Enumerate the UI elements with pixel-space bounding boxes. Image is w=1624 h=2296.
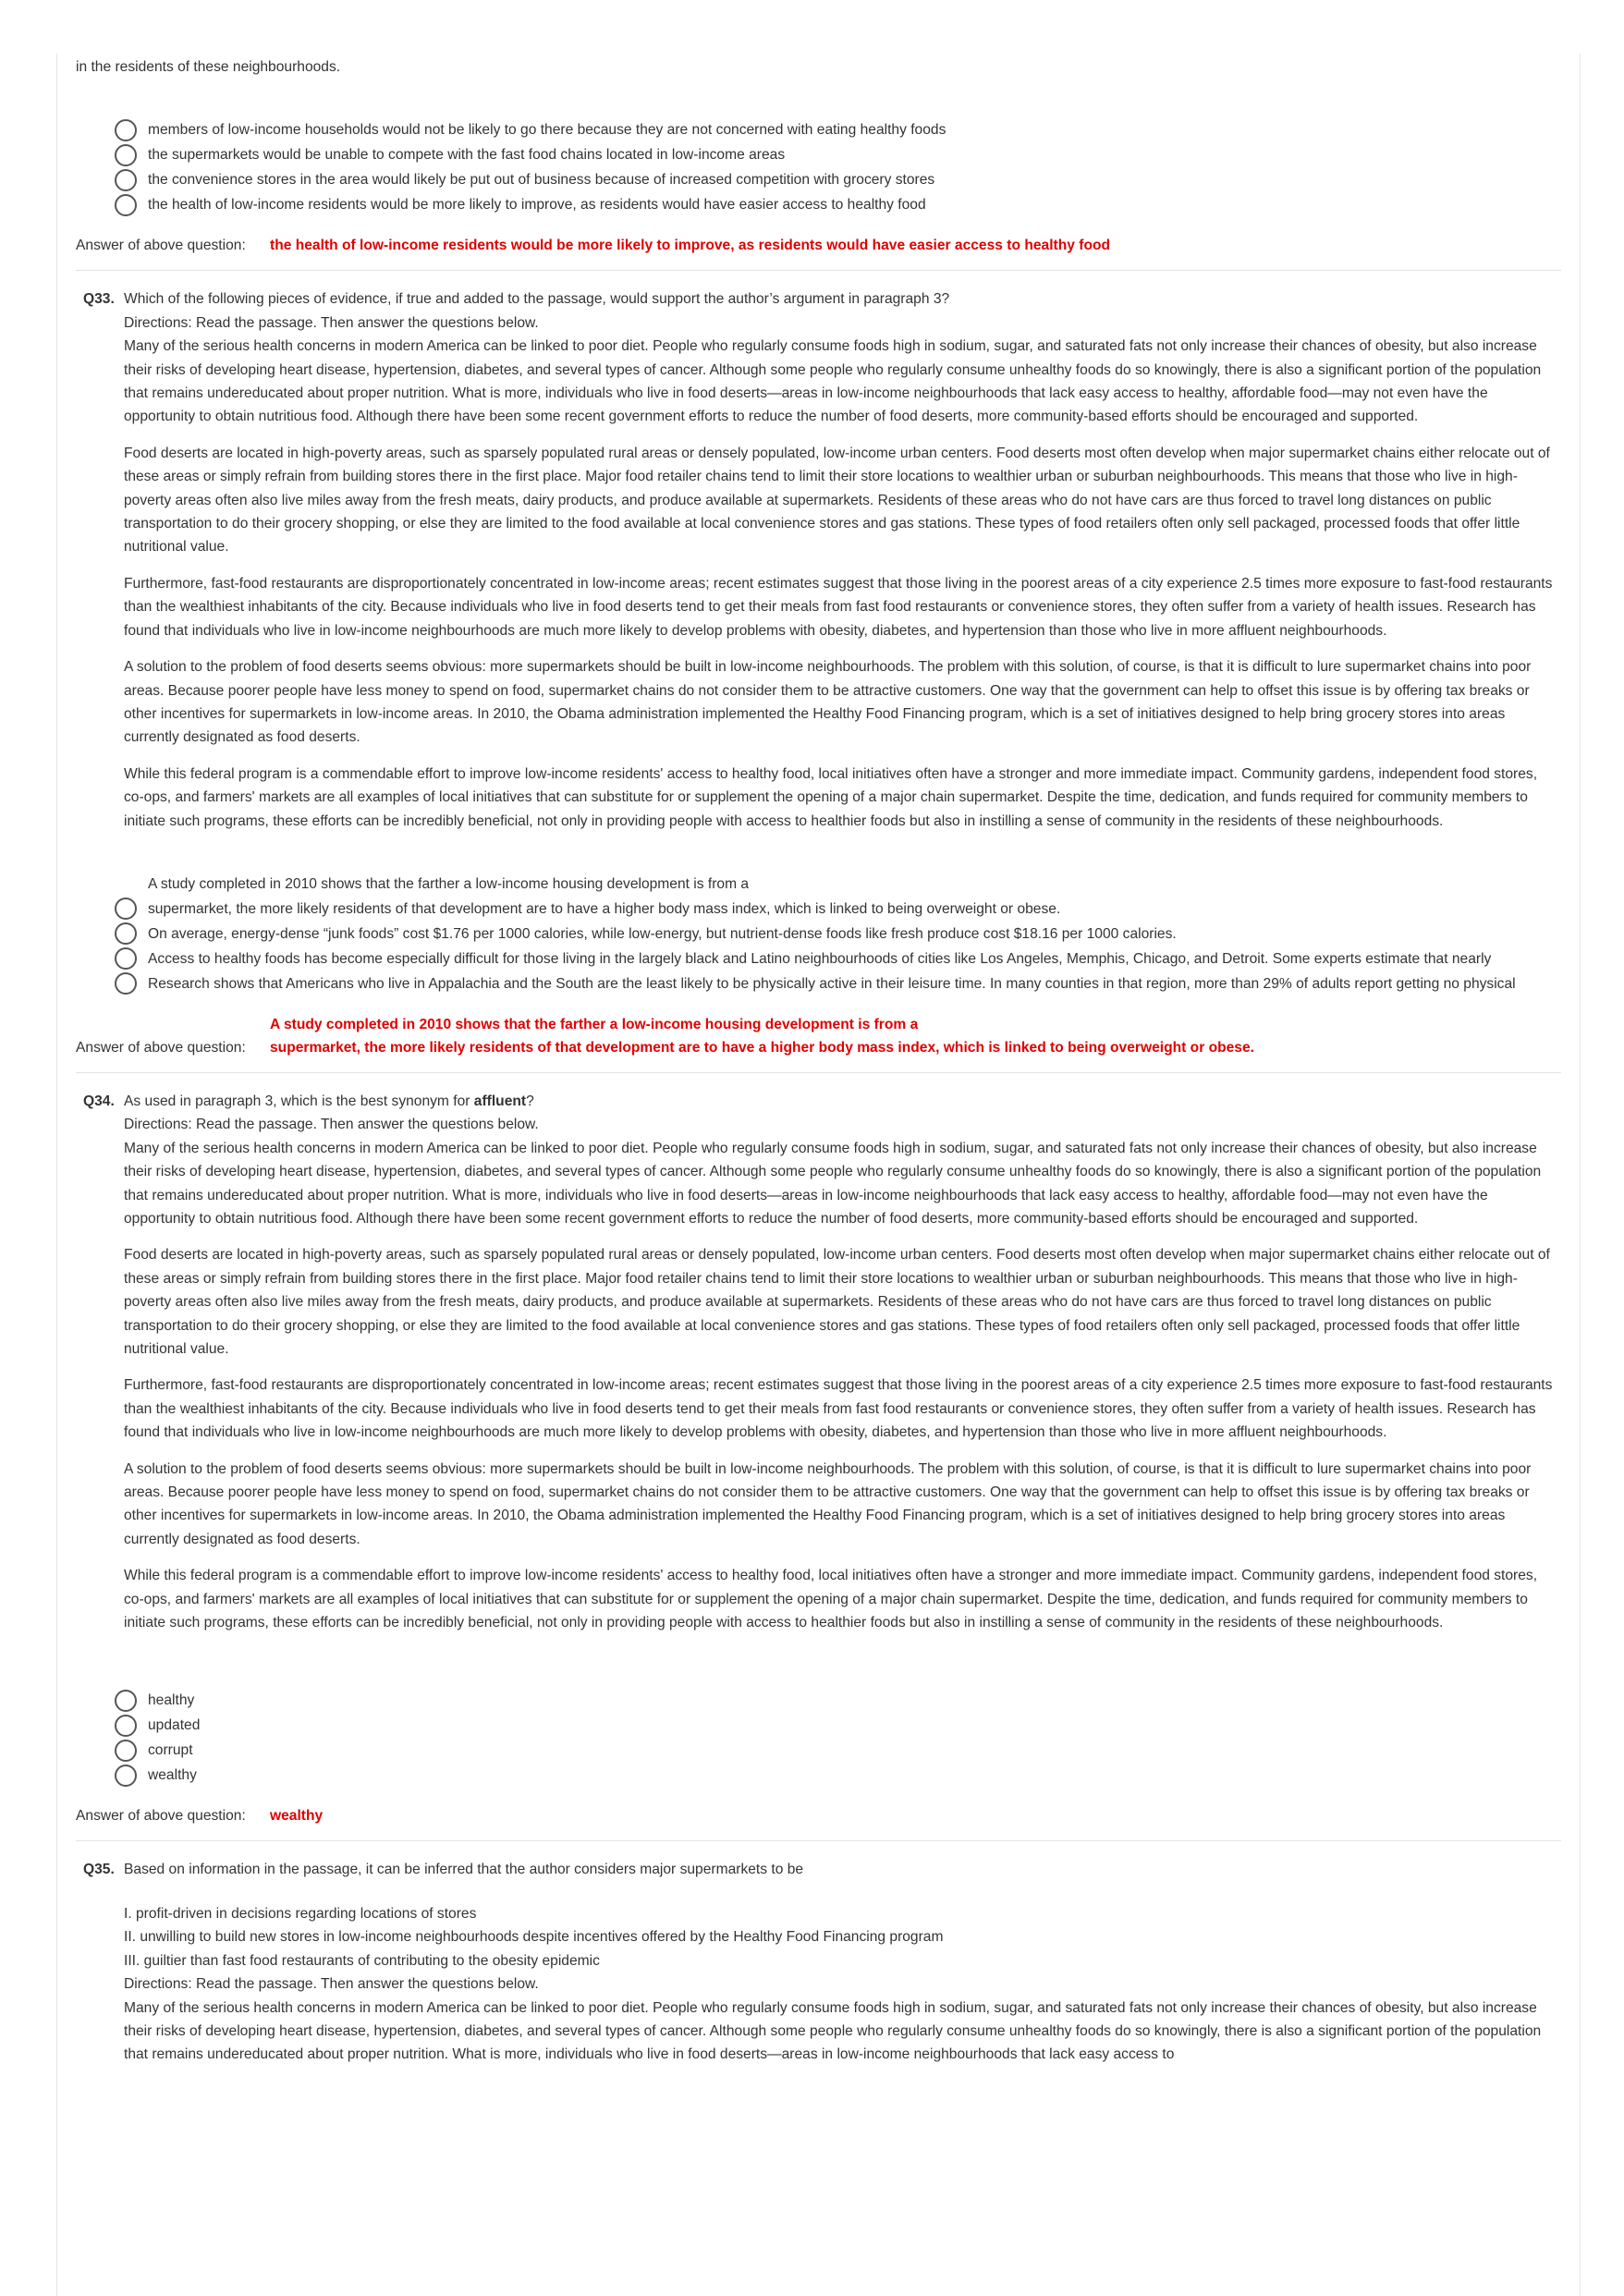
- question-number: Q33.: [83, 291, 115, 308]
- passage-paragraph-1: Many of the serious health concerns in modern America can be linked to poor diet. People who regularly consume foods high in sodium, sugar, and saturated fats not only increase their chances of obesity, but also increase their risks of developing heart disease, hypertension, diabetes, and several types of cancer. Although some people who regularly consume unhealthy foods do so knowingly, there is also a significant portion of the population that remains undereducated about proper nutrition. What is more, individuals who live in food deserts—areas in low-income neighbourhoods that lack easy access to healthy, affordable food—may not even have the opportunity to obtain nutritious food. Although there have been some recent government efforts to reduce the number of food deserts, more community-based efforts should be encouraged and supported.: [124, 1140, 1542, 1227]
- q33-option-c[interactable]: [115, 946, 1561, 971]
- q33-option-d[interactable]: [115, 971, 1561, 996]
- radio-button[interactable]: [115, 1690, 137, 1712]
- radio-button[interactable]: [115, 922, 137, 945]
- option-label: the convenience stores in the area would likely be put out of business because of increased competition with grocery stores: [148, 171, 935, 188]
- option-label: Research shows that Americans who live in Appalachia and the South are the least likely to be physically active in their leisure time. In many counties in that region, more than 29% of adults report getting no physical: [148, 975, 1516, 992]
- q33-option-b[interactable]: [115, 922, 1561, 946]
- option-label: Access to healthy foods has become especially difficult for those living in the largely black and Latino neighbourhoods of cities like Los Angeles, Memphis, Chicago, and Detroit. Some experts estimate that nearly: [148, 950, 1492, 967]
- q34-options: [115, 1688, 1561, 1788]
- radio-button[interactable]: [115, 947, 137, 970]
- q32-option-a[interactable]: [115, 117, 1561, 142]
- question-34: [76, 1090, 1561, 1828]
- passage-paragraph-3: Furthermore, fast-food restaurants are disproportionately concentrated in low-income areas; recent estimates suggest that those living in the poorest areas of a city experience 2.5 times more exposure to fast-food restaurants than the wealthiest inhabitants of the city. Because individuals who live in food deserts tend to get their meals from fast food restaurants or convenience stores, they often suffer from a variety of health issues. Research has found that individuals who live in low-income neighbourhoods are much more likely to develop problems with obesity, diabetes, and hypertension than those who live in more affluent neighbourhoods.: [124, 575, 1553, 639]
- directions: Directions: Read the passage. Then answer the questions below.: [124, 314, 539, 331]
- question-prompt: Which of the following pieces of evidence, if true and added to the passage, would support the author’s argument in paragraph 3?: [124, 291, 950, 308]
- passage: [124, 1137, 1561, 1635]
- q34-option-c[interactable]: [115, 1738, 1561, 1763]
- q33-answer: [76, 1013, 1561, 1059]
- radio-button[interactable]: [115, 898, 137, 920]
- passage-paragraph-4: A solution to the problem of food deserts seems obvious: more supermarkets should be built in low-income neighbourhoods. The problem with this solution, of course, is that it is difficult to lure supermarket chains into poor areas. Because poorer people have less money to spend on food, supermarket chains do not consider them to be attractive customers. One way that the government can help to offset this issue is by offering tax breaks or other incentives for supermarkets in low-income areas. In 2010, the Obama administration implemented the Healthy Food Financing program, which is a set of initiatives designed to help bring grocery stores into areas currently designated as food deserts.: [124, 1460, 1532, 1547]
- question-number: Q34.: [83, 1093, 115, 1109]
- roman-statements: [124, 1902, 1561, 1972]
- q32-answer: [76, 234, 1561, 257]
- question-33: [76, 287, 1561, 1059]
- radio-button[interactable]: [115, 169, 137, 191]
- q33-option-a[interactable]: [115, 897, 1561, 922]
- divider: [76, 270, 1561, 271]
- passage-paragraph-5: While this federal program is a commendable effort to improve low-income residents' access to healthy food, local initiatives often have a stronger and more immediate impact. Community gardens, independent food stores, co-ops, and farmers' markets are all examples of local initiatives that can substitute for or supplement the opening of a major chain supermarket. Despite the time, dedication, and funds required for community members to initiate such programs, these efforts can be incredibly beneficial, not only in providing people with access to healthier foods but also in instilling a sense of community in the residents of these neighbourhoods.: [124, 765, 1538, 829]
- prompt-text: As used in paragraph 3, which is the best synonym for: [124, 1093, 474, 1109]
- question-32: [76, 55, 1561, 257]
- q34-option-b[interactable]: [115, 1713, 1561, 1738]
- answer-value: the health of low-income residents would be more likely to improve, as residents would have easier access to healthy food: [270, 238, 1111, 254]
- radio-button[interactable]: [115, 1765, 137, 1787]
- divider: [76, 1072, 1561, 1073]
- radio-button[interactable]: [115, 119, 137, 141]
- answer-label: Answer of above question:: [76, 1039, 246, 1056]
- q34-answer: [76, 1804, 1561, 1827]
- option-lead-text: A study completed in 2010 shows that the farther a low-income housing development is from a: [148, 875, 750, 892]
- question-35: [76, 1858, 1561, 2066]
- option-label: wealthy: [148, 1767, 197, 1784]
- radio-button[interactable]: [115, 1715, 137, 1737]
- passage-paragraph-2: Food deserts are located in high-poverty areas, such as sparsely populated rural areas or densely populated, low-income urban centers. Food deserts most often develop when major supermarket chains either relocate out of these areas or simply refrain from building stores there in the first place. Major food retailer chains tend to limit their store locations to wealthier urban or suburban neighbourhoods. This means that those who live in high-poverty areas often also live miles away from the fresh meats, dairy products, and produce available at supermarkets. Residents of these areas who do not have cars are thus forced to travel long distances on public transportation to do their grocery shopping, or else they are limited to the food available at local convenience stores and gas stations. These types of food retailers often only sell packaged, processed foods that offer little nutritional value.: [124, 1247, 1550, 1357]
- radio-button[interactable]: [115, 1740, 137, 1762]
- option-label: members of low-income households would not be likely to go there because they are not concerned with eating healthy foods: [148, 121, 946, 138]
- content: [76, 54, 1561, 2067]
- passage-fragment: in the residents of these neighbourhoods.: [76, 59, 341, 75]
- answer-line-2: supermarket, the more likely residents of that development are to have a higher body mass index, which is linked to being overweight or obese.: [270, 1039, 1254, 1056]
- q33-options: [115, 897, 1561, 996]
- option-label: On average, energy-dense “junk foods” cost $1.76 per 1000 calories, while low-energy, but nutrient-dense foods like fresh produce cost $18.16 per 1000 calories.: [148, 925, 1177, 942]
- answer-value: [270, 1013, 1254, 1059]
- directions: Directions: Read the passage. Then answer the questions below.: [124, 1117, 539, 1133]
- statement-2: II. unwilling to build new stores in low-income neighbourhoods despite incentives offered by the Healthy Food Financing program: [124, 1929, 944, 1946]
- answer-line-1: A study completed in 2010 shows that the farther a low-income housing development is from a: [270, 1016, 919, 1032]
- q34-option-a[interactable]: [115, 1688, 1561, 1713]
- passage-paragraph-5: While this federal program is a commendable effort to improve low-income residents' access to healthy food, local initiatives often have a stronger and more immediate impact. Community gardens, independent food stores, co-ops, and farmers' markets are all examples of local initiatives that can substitute for or supplement the opening of a major chain supermarket. Despite the time, dedication, and funds required for community members to initiate such programs, these efforts can be incredibly beneficial, not only in providing people with access to healthier foods but also in instilling a sense of community in the residents of these neighbourhoods.: [124, 1568, 1538, 1631]
- q32-options: [115, 117, 1561, 217]
- option-label: corrupt: [148, 1742, 193, 1759]
- q32-option-d[interactable]: [115, 192, 1561, 217]
- radio-button[interactable]: [115, 972, 137, 995]
- option-label: the supermarkets would be unable to compete with the fast food chains located in low-income areas: [148, 146, 786, 163]
- option-label: supermarket, the more likely residents of that development are to have a higher body mass index, which is linked to being overweight or obese.: [148, 900, 1061, 917]
- passage-paragraph-3: Furthermore, fast-food restaurants are disproportionately concentrated in low-income areas; recent estimates suggest that those living in the poorest areas of a city experience 2.5 times more exposure to fast-food restaurants than the wealthiest inhabitants of the city. Because individuals who live in food deserts tend to get their meals from fast food restaurants or convenience stores, they often suffer from a variety of health issues. Research has found that individuals who live in low-income neighbourhoods are much more likely to develop problems with obesity, diabetes, and hypertension than those who live in more affluent neighbourhoods.: [124, 1377, 1553, 1441]
- passage-paragraph-2: Food deserts are located in high-poverty areas, such as sparsely populated rural areas or densely populated, low-income urban centers. Food deserts most often develop when major supermarket chains either relocate out of these areas or simply refrain from building stores there in the first place. Major food retailer chains tend to limit their store locations to wealthier urban or suburban neighbourhoods. This means that those who live in high-poverty areas often also live miles away from the fresh meats, dairy products, and produce available at supermarkets. Residents of these areas who do not have cars are thus forced to travel long distances on public transportation to do their grocery shopping, or else they are limited to the food available at local convenience stores and gas stations. These types of food retailers often only sell packaged, processed foods that offer little nutritional value.: [124, 445, 1550, 556]
- question-prompt: [124, 1090, 1561, 1113]
- passage-paragraph-4: A solution to the problem of food deserts seems obvious: more supermarkets should be built in low-income neighbourhoods. The problem with this solution, of course, is that it is difficult to lure supermarket chains into poor areas. Because poorer people have less money to spend on food, supermarket chains do not consider them to be attractive customers. One way that the government can help to offset this issue is by offering tax breaks or other incentives for supermarkets in low-income areas. In 2010, the Obama administration implemented the Healthy Food Financing program, which is a set of initiatives designed to help bring grocery stores into areas currently designated as food deserts.: [124, 659, 1532, 746]
- statement-1: I. profit-driven in decisions regarding locations of stores: [124, 1905, 477, 1922]
- prompt-keyword: affluent: [473, 1093, 527, 1109]
- page-container: [56, 54, 1581, 2296]
- passage-paragraph-1: Many of the serious health concerns in modern America can be linked to poor diet. People who regularly consume foods high in sodium, sugar, and saturated fats not only increase their chances of obesity, but also increase their risks of developing heart disease, hypertension, diabetes, and several types of cancer. Although some people who regularly consume unhealthy foods do so knowingly, there is also a significant portion of the population that remains undereducated about proper nutrition. What is more, individuals who live in food deserts—areas in low-income neighbourhoods that lack easy access to healthy, affordable food—may not even have the opportunity to obtain nutritious food. Although there have been some recent government efforts to reduce the number of food deserts, more community-based efforts should be encouraged and supported.: [124, 338, 1542, 425]
- q32-option-b[interactable]: [115, 142, 1561, 167]
- option-label: the health of low-income residents would be more likely to improve, as residents would have easier access to healthy food: [148, 196, 926, 213]
- passage: [124, 335, 1561, 833]
- answer-label: Answer of above question:: [76, 1808, 246, 1825]
- radio-button[interactable]: [115, 144, 137, 166]
- option-label: updated: [148, 1717, 201, 1734]
- option-label: healthy: [148, 1692, 195, 1709]
- passage-paragraph-1: Many of the serious health concerns in modern America can be linked to poor diet. People who regularly consume foods high in sodium, sugar, and saturated fats not only increase their chances of obesity, but also increase their risks of developing heart disease, hypertension, diabetes, and several types of cancer. Although some people who regularly consume unhealthy foods do so knowingly, there is also a significant portion of the population that remains undereducated about proper nutrition. What is more, individuals who live in food deserts—areas in low-income neighbourhoods that lack easy access to: [124, 1999, 1542, 2063]
- q34-option-d[interactable]: [115, 1763, 1561, 1788]
- passage: [124, 1997, 1561, 2067]
- statement-3: III. guiltier than fast food restaurants of contributing to the obesity epidemic: [124, 1952, 600, 1969]
- divider: [76, 1840, 1561, 1841]
- radio-button[interactable]: [115, 194, 137, 216]
- question-prompt: Based on information in the passage, it can be inferred that the author considers major supermarkets to be: [124, 1862, 804, 1878]
- q32-option-c[interactable]: [115, 167, 1561, 192]
- question-number: Q35.: [83, 1862, 115, 1878]
- prompt-end: ?: [526, 1093, 534, 1109]
- answer-label: Answer of above question:: [76, 238, 246, 254]
- directions: Directions: Read the passage. Then answer the questions below.: [124, 1976, 539, 1993]
- answer-value: wealthy: [270, 1808, 324, 1825]
